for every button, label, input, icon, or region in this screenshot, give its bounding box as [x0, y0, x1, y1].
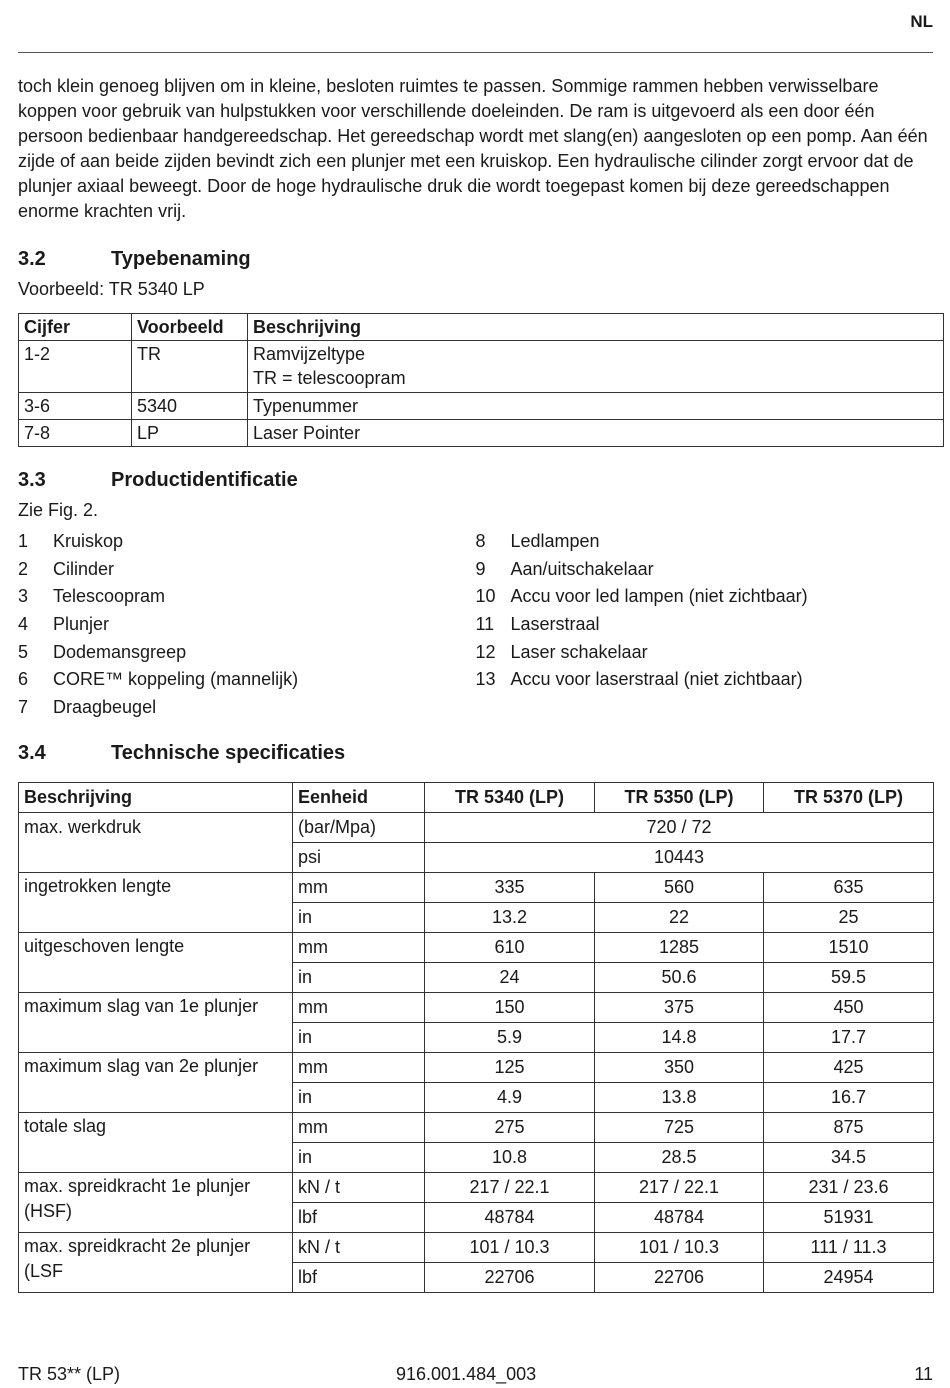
value-cell: 875: [764, 1112, 934, 1142]
unit-cell: mm: [293, 992, 425, 1022]
table-row: [19, 1052, 934, 1082]
value-cell: 101 / 10.3: [595, 1232, 764, 1262]
value-cell: 59.5: [764, 962, 934, 992]
item-number: 1: [18, 531, 29, 551]
list-item: [18, 666, 476, 694]
unit-cell: lbf: [293, 1262, 425, 1292]
value-cell: 51931: [764, 1202, 934, 1232]
column-header: Beschrijving: [248, 314, 944, 341]
table-row: [19, 420, 944, 447]
value-cell: 34.5: [764, 1142, 934, 1172]
unit-cell: in: [293, 962, 425, 992]
item-number: 10: [475, 586, 496, 607]
row-description: uitgeschoven lengte: [19, 932, 293, 992]
item-label: Aan/uitschakelaar: [510, 558, 654, 579]
section-heading-3-2: [18, 248, 933, 271]
value-cell: 14.8: [595, 1022, 764, 1052]
row-description: maximum slag van 1e plunjer: [19, 992, 293, 1052]
value-cell: 350: [595, 1052, 764, 1082]
value-cell: 101 / 10.3: [425, 1232, 595, 1262]
item-number: 9: [475, 558, 486, 579]
row-description: max. spreidkracht 2e plunjer (LSF: [19, 1232, 293, 1292]
table-row: [19, 1112, 934, 1142]
value-cell: 1510: [764, 932, 934, 962]
item-number: 7: [18, 697, 29, 718]
table-cell: 1-2: [19, 341, 132, 393]
footer-document-number: 916.001.484_003: [396, 1364, 537, 1384]
list-item: [476, 528, 934, 556]
table-header-row: [19, 782, 934, 812]
section-heading-3-4: [18, 742, 933, 765]
value-cell: 1285: [595, 932, 764, 962]
item-number: 8: [475, 531, 486, 551]
item-label: Laser schakelaar: [510, 641, 648, 662]
value-cell: 24: [425, 962, 595, 992]
section-title: Technische specificaties: [111, 741, 346, 764]
product-parts-list: [18, 528, 933, 722]
value-cell: 24954: [764, 1262, 934, 1292]
item-label: Kruiskop: [53, 531, 124, 551]
item-number: 4: [18, 614, 29, 635]
section-title: Productidentificatie: [111, 469, 298, 491]
type-example: Voorbeeld: TR 5340 LP: [18, 279, 205, 299]
unit-cell: lbf: [293, 1202, 425, 1232]
item-label: CORE™ koppeling (mannelijk): [53, 669, 299, 690]
table-row: [19, 393, 944, 420]
figure-reference: Zie Fig. 2.: [18, 500, 99, 520]
unit-cell: psi: [293, 842, 425, 872]
row-description: max. spreidkracht 1e plunjer (HSF): [19, 1172, 293, 1232]
intro-paragraph: toch klein genoeg blijven om in kleine, besloten ruimtes te passen. Sommige rammen hebben verwisselbare koppen voor gebruik van hulpstukken voor verschillende doeleinden. De ram is uitgevoerd als een door één persoon bedienbaar handgereedschap. Het gereedschap wordt met slang(en) aangesloten op een pomp. Aan één zijde of aan beide zijden bevindt zich een plunjer met een kruiskop. Een hydraulische cilinder zorgt ervoor dat de plunjer axiaal beweegt. Door de hoge hydraulische druk die wordt toegepast komen bij deze gereedschappen enorme krachten vrij.: [18, 76, 928, 221]
value-cell: 16.7: [764, 1082, 934, 1112]
section-number: 3.4: [18, 741, 46, 764]
section-title: Typebenaming: [111, 248, 251, 270]
value-cell: 48784: [425, 1202, 595, 1232]
table-cell: 7-8: [19, 420, 132, 447]
list-item: [476, 666, 934, 694]
value-cell: 10443: [425, 842, 934, 872]
value-cell: 560: [595, 872, 764, 902]
value-cell: 22: [595, 902, 764, 932]
table-row: [19, 812, 934, 842]
value-cell: 231 / 23.6: [764, 1172, 934, 1202]
list-item: [476, 639, 934, 667]
row-description: ingetrokken lengte: [19, 872, 293, 932]
column-header: TR 5350 (LP): [595, 782, 764, 812]
section-number: 3.3: [18, 469, 46, 491]
value-cell: 111 / 11.3: [764, 1232, 934, 1262]
column-header: TR 5340 (LP): [425, 782, 595, 812]
row-description: max. werkdruk: [19, 812, 293, 872]
value-cell: 5.9: [425, 1022, 595, 1052]
table-row: [19, 341, 944, 393]
item-number: 13: [475, 669, 496, 690]
list-item: [476, 611, 934, 639]
value-cell: 22706: [595, 1262, 764, 1292]
table-row: [19, 932, 934, 962]
item-number: 2: [18, 558, 29, 579]
column-header: Cijfer: [19, 314, 132, 341]
section-heading-3-3: [18, 469, 933, 492]
unit-cell: (bar/Mpa): [293, 812, 425, 842]
row-description: maximum slag van 2e plunjer: [19, 1052, 293, 1112]
parts-column-left: [18, 528, 476, 722]
table-row: [19, 992, 934, 1022]
table-row: [19, 872, 934, 902]
table-row: [19, 1172, 934, 1202]
value-cell: 17.7: [764, 1022, 934, 1052]
list-item: [18, 611, 476, 639]
item-label: Plunjer: [53, 614, 110, 635]
item-label: Dodemansgreep: [53, 641, 187, 662]
list-item: [18, 528, 476, 556]
value-cell: 125: [425, 1052, 595, 1082]
unit-cell: kN / t: [293, 1232, 425, 1262]
value-cell: 720 / 72: [425, 812, 934, 842]
table-row: [19, 1232, 934, 1262]
value-cell: 335: [425, 872, 595, 902]
table-cell: 5340: [132, 393, 248, 420]
item-label: Accu voor led lampen (niet zichtbaar): [510, 586, 808, 607]
item-label: Laserstraal: [510, 614, 600, 635]
unit-cell: mm: [293, 1112, 425, 1142]
unit-cell: in: [293, 1022, 425, 1052]
table-header-row: [19, 314, 944, 341]
item-label: Ledlampen: [510, 531, 600, 551]
value-cell: 217 / 22.1: [425, 1172, 595, 1202]
technical-specifications-table: [18, 782, 934, 1293]
item-label: Telescoopram: [53, 586, 166, 607]
unit-cell: kN / t: [293, 1172, 425, 1202]
type-designation-table: [18, 313, 944, 447]
value-cell: 10.8: [425, 1142, 595, 1172]
column-header: TR 5370 (LP): [764, 782, 934, 812]
value-cell: 610: [425, 932, 595, 962]
value-cell: 635: [764, 872, 934, 902]
value-cell: 4.9: [425, 1082, 595, 1112]
value-cell: 28.5: [595, 1142, 764, 1172]
list-item: [18, 583, 476, 611]
table-cell: Laser Pointer: [248, 420, 944, 447]
table-cell: TR: [132, 341, 248, 393]
list-item: [18, 556, 476, 584]
table-cell: [248, 341, 944, 393]
table-cell: Typenummer: [248, 393, 944, 420]
value-cell: 217 / 22.1: [595, 1172, 764, 1202]
unit-cell: mm: [293, 872, 425, 902]
language-code: NL: [910, 12, 933, 31]
list-item: [476, 583, 934, 611]
column-header: Voorbeeld: [132, 314, 248, 341]
unit-cell: in: [293, 902, 425, 932]
value-cell: 50.6: [595, 962, 764, 992]
section-number: 3.2: [18, 248, 46, 270]
item-label: Cilinder: [53, 558, 115, 579]
list-item: [18, 639, 476, 667]
item-number: 3: [18, 586, 29, 607]
item-number: 11: [475, 614, 495, 635]
item-label: Draagbeugel: [53, 697, 157, 718]
column-header: Beschrijving: [19, 782, 293, 812]
value-cell: 150: [425, 992, 595, 1022]
page-number: 11: [914, 1364, 933, 1384]
unit-cell: in: [293, 1142, 425, 1172]
footer-model: TR 53** (LP): [18, 1364, 121, 1384]
cell-line: Ramvijzeltype: [253, 344, 366, 364]
item-number: 6: [18, 669, 29, 690]
table-cell: LP: [132, 420, 248, 447]
list-item: [476, 556, 934, 584]
value-cell: 725: [595, 1112, 764, 1142]
value-cell: 450: [764, 992, 934, 1022]
value-cell: 48784: [595, 1202, 764, 1232]
item-number: 5: [18, 641, 29, 662]
column-header: Eenheid: [293, 782, 425, 812]
value-cell: 13.8: [595, 1082, 764, 1112]
cell-line: TR = telescoopram: [253, 368, 406, 388]
unit-cell: mm: [293, 932, 425, 962]
value-cell: 13.2: [425, 902, 595, 932]
unit-cell: in: [293, 1082, 425, 1112]
parts-column-right: [476, 528, 934, 722]
item-number: 12: [475, 641, 496, 662]
value-cell: 25: [764, 902, 934, 932]
value-cell: 375: [595, 992, 764, 1022]
table-cell: 3-6: [19, 393, 132, 420]
page-content: [18, 74, 933, 1293]
row-description: totale slag: [19, 1112, 293, 1172]
value-cell: 22706: [425, 1262, 595, 1292]
header-divider: [18, 52, 933, 53]
value-cell: 425: [764, 1052, 934, 1082]
unit-cell: mm: [293, 1052, 425, 1082]
list-item: [18, 694, 476, 722]
value-cell: 275: [425, 1112, 595, 1142]
item-label: Accu voor laserstraal (niet zichtbaar): [510, 669, 803, 690]
